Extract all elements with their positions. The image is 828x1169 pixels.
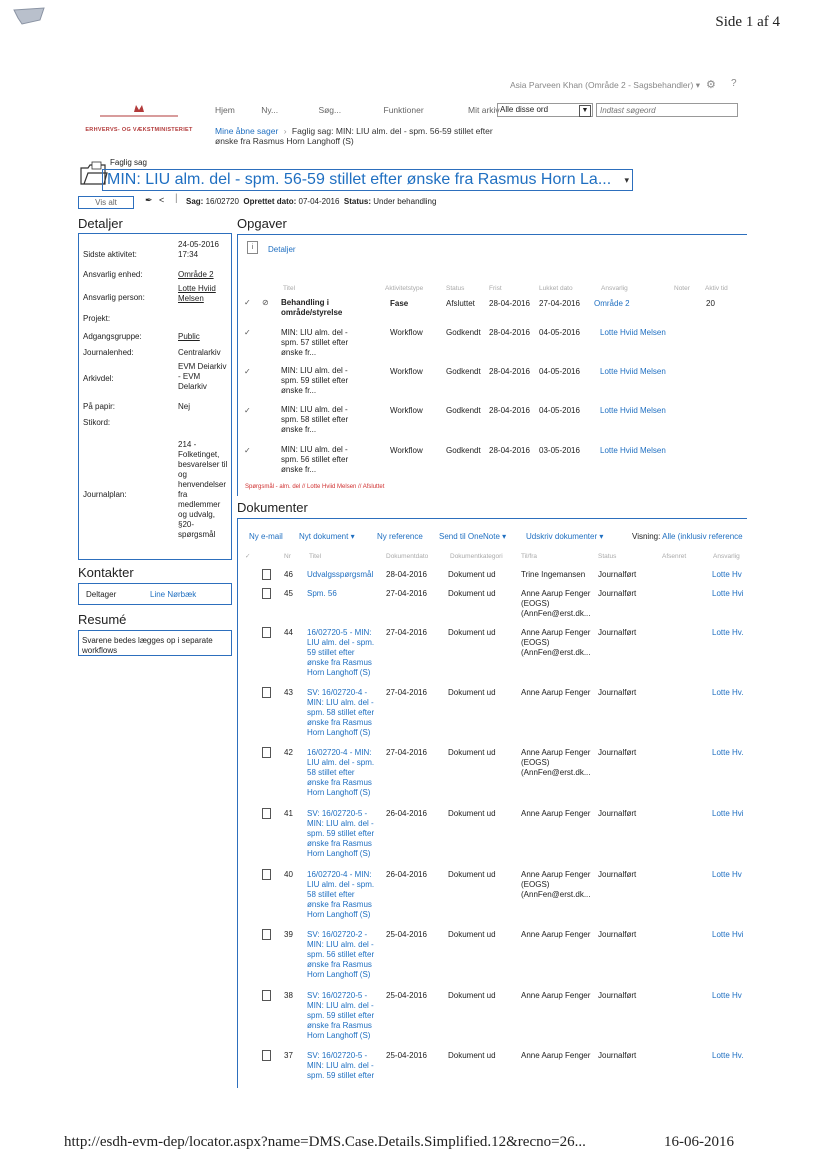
check-icon: ✓ (244, 446, 251, 455)
documents-left-border (237, 518, 238, 1088)
main-nav (215, 105, 500, 115)
document-icon (262, 627, 271, 638)
document-icon (262, 687, 271, 698)
check-icon: ✓ (245, 553, 251, 560)
task-title[interactable]: Behandling i område/styrelse (281, 298, 343, 317)
doc-title[interactable]: 16/02720-4 - MIN: LIU alm. del - spm. 58 stillet efter ønske fra Rasmus Horn Langhoff (S) (307, 748, 375, 797)
detail-journal-unit: Centralarkiv (178, 348, 221, 357)
task-responsible[interactable]: Lotte Hviid Melsen (600, 328, 666, 337)
doc-responsible[interactable]: Lotte Hv. (712, 1051, 744, 1060)
doc-party: Anne Aarup Fenger (521, 930, 591, 939)
chevron-down-icon: ▾ (599, 532, 604, 541)
ministry-logo: ERHVERVS- OG VÆKSTMINISTERIET (80, 100, 198, 133)
document-icon (262, 990, 271, 1001)
footer-date: 16-06-2016 (664, 1134, 734, 1150)
doc-category: Dokument ud (448, 809, 496, 818)
detail-unit[interactable]: Område 2 (178, 270, 214, 279)
task-deadline: 28-04-2016 (489, 406, 530, 415)
doc-responsible[interactable]: Lotte Hvi (712, 589, 744, 598)
doc-date: 27-04-2016 (386, 628, 427, 637)
doc-title[interactable]: Spm. 56 (307, 589, 337, 598)
doc-date: 27-04-2016 (386, 688, 427, 697)
document-icon (262, 929, 271, 940)
doc-category: Dokument ud (448, 688, 496, 697)
task-title[interactable]: MIN: LIU alm. del - spm. 57 stillet efter ønske fr... (281, 328, 349, 357)
scanner-tab-icon (12, 6, 48, 28)
details-panel: Sidste aktivitet: 24-05-2016 17:34 Ansvarlig enhed: Område 2 Ansvarlig person: Lotte Hviid Melsen Projekt: Adgangsgruppe: Public Journalenhed: Centralarkiv Arkivdel: EVM Deiarkiv - EVM Delarkiv På papir: Nej Stikord: Journalplan: 214 - Folketinget, besvarelser til og henvendelser fra medlemmer og udvalg, §20-spørgsmål (78, 233, 232, 560)
send-onenote-button[interactable]: Send til OneNote ▾ (439, 532, 507, 541)
doc-number: 41 (284, 809, 293, 818)
doc-title[interactable]: SV: 16/02720-5 - MIN: LIU alm. del - spm. 59 stillet efter (307, 1051, 375, 1080)
nav-archive[interactable]: Mit arkiv (468, 105, 500, 115)
doc-category: Dokument ud (448, 628, 496, 637)
breadcrumb: Mine åbne sager › Faglig sag: MIN: LIU alm. del - spm. 56-59 stillet efter ønske fra Rasmus Horn Langhoff (S) (215, 126, 493, 146)
doc-number: 37 (284, 1051, 293, 1060)
crown-icon (80, 100, 198, 122)
task-deadline: 28-04-2016 (489, 367, 530, 376)
help-icon[interactable]: ? (731, 78, 737, 89)
breadcrumb-current: Faglig sag: MIN: LIU alm. del - spm. 56-59 stillet efter ønske fra Rasmus Horn Langhoff (S) (215, 126, 493, 146)
doc-title[interactable]: SV: 16/02720-4 - MIN: LIU alm. del - spm. 58 stillet efter ønske fra Rasmus Horn Langhoff (S) (307, 688, 375, 737)
contact-role: Deltager (86, 590, 117, 599)
case-type-label: Faglig sag (110, 158, 147, 167)
paperclip-icon: ⊘ (262, 298, 269, 307)
task-deadline: 28-04-2016 (489, 328, 530, 337)
nav-new[interactable]: Ny... (261, 105, 279, 115)
task-type: Fase (390, 299, 409, 308)
task-responsible[interactable]: Lotte Hviid Melsen (600, 446, 666, 455)
detail-access-group[interactable]: Public (178, 332, 200, 341)
doc-number: 46 (284, 570, 293, 579)
check-icon: ✓ (244, 328, 251, 337)
new-document-button[interactable]: Nyt dokument ▾ (299, 532, 355, 541)
detail-journal-plan: 214 - Folketinget, besvarelser til og henvendelser fra medlemmer og udvalg, §20-spørgsmål (178, 440, 228, 539)
doc-status: Journalført (598, 870, 637, 879)
case-created: 07-04-2016 (298, 197, 340, 206)
doc-date: 26-04-2016 (386, 809, 427, 818)
task-status: Godkendt (446, 406, 481, 415)
share-icon[interactable]: < (159, 195, 165, 205)
task-type: Workflow (390, 328, 423, 337)
detail-last-activity: 24-05-2016 17:34 (178, 240, 219, 259)
task-responsible[interactable]: Område 2 (594, 299, 630, 308)
case-meta: Sag: 16/02720 Oprettet dato: 07-04-2016 Status: Under behandling (186, 197, 437, 206)
doc-responsible[interactable]: Lotte Hv (712, 870, 742, 879)
task-status: Godkendt (446, 367, 481, 376)
tasks-divider (237, 234, 747, 235)
chevron-down-icon: ▼ (579, 105, 591, 117)
doc-title[interactable]: Udvalgsspørgsmål (307, 570, 374, 579)
task-closed: 04-05-2016 (539, 328, 580, 337)
doc-title[interactable]: SV: 16/02720-2 - MIN: LIU alm. del - spm. 56 stillet efter ønske fra Rasmus Horn Langhoff (S) (307, 930, 375, 979)
task-status: Godkendt (446, 328, 481, 337)
doc-date: 25-04-2016 (386, 930, 427, 939)
check-icon: ✓ (244, 367, 251, 376)
document-icon (262, 869, 271, 880)
task-closed: 04-05-2016 (539, 406, 580, 415)
doc-category: Dokument ud (448, 930, 496, 939)
pin-icon[interactable]: ✒ (145, 195, 153, 205)
tasks-heading: Opgaver (237, 216, 287, 231)
resume-text: Svarene bedes lægges op i separate workflows (82, 636, 213, 655)
detail-on-paper: Nej (178, 402, 191, 411)
doc-category: Dokument ud (448, 870, 496, 879)
contacts-heading: Kontakter (78, 565, 134, 580)
doc-title[interactable]: 16/02720-5 - MIN: LIU alm. del - spm. 59 stillet efter ønske fra Rasmus Horn Langhoff (S) (307, 628, 375, 677)
documents-divider (237, 518, 747, 519)
doc-status: Journalført (598, 930, 637, 939)
doc-status: Journalført (598, 1051, 637, 1060)
task-title[interactable]: MIN: LIU alm. del - spm. 59 stillet efter ønske fr... (281, 366, 349, 395)
doc-number: 45 (284, 589, 293, 598)
doc-number: 43 (284, 688, 293, 697)
doc-category: Dokument ud (448, 570, 496, 579)
new-email-button[interactable]: Ny e-mail (249, 532, 283, 541)
task-responsible[interactable]: Lotte Hviid Melsen (600, 406, 666, 415)
document-icon (262, 569, 271, 580)
chevron-down-icon: ▾ (350, 532, 355, 541)
doc-party: Anne Aarup Fenger (521, 1051, 591, 1060)
doc-status: Journalført (598, 809, 637, 818)
check-icon: ✓ (244, 406, 251, 415)
case-status: Under behandling (373, 197, 437, 206)
doc-party: Anne Aarup Fenger (EOGS) (AnnFen@erst.dk... (521, 628, 591, 657)
doc-date: 27-04-2016 (386, 748, 427, 757)
resume-heading: Resumé (78, 612, 127, 627)
doc-category: Dokument ud (448, 991, 496, 1000)
task-deadline: 28-04-2016 (489, 299, 530, 308)
task-closed: 27-04-2016 (539, 299, 580, 308)
tasks-group-footer: Spørgsmål - alm. del // Lotte Hviid Melsen // Afsluttet (245, 484, 385, 490)
doc-status: Journalført (598, 991, 637, 1000)
details-icon[interactable]: i (247, 241, 258, 254)
doc-party: Anne Aarup Fenger (EOGS) (AnnFen@erst.dk... (521, 870, 591, 899)
details-heading: Detaljer (78, 216, 123, 231)
task-status: Godkendt (446, 446, 481, 455)
detail-archive-part: EVM Deiarkiv - EVM Delarkiv (178, 362, 227, 391)
task-title[interactable]: MIN: LIU alm. del - spm. 58 stillet efter ønske fr... (281, 405, 349, 434)
task-status: Afsluttet (446, 299, 475, 308)
doc-status: Journalført (598, 570, 637, 579)
divider: | (175, 193, 178, 204)
doc-category: Dokument ud (448, 589, 496, 598)
doc-status: Journalført (598, 628, 637, 637)
tasks-left-border (237, 234, 238, 496)
chevron-down-icon: ▾ (502, 532, 507, 541)
nav-functions[interactable]: Funktioner (383, 105, 424, 115)
task-title[interactable]: MIN: LIU alm. del - spm. 56 stillet efter ønske fr... (281, 445, 349, 474)
breadcrumb-root[interactable]: Mine åbne sager (215, 126, 279, 136)
doc-date: 27-04-2016 (386, 589, 427, 598)
task-type: Workflow (390, 446, 423, 455)
document-icon (262, 808, 271, 819)
doc-date: 25-04-2016 (386, 1051, 427, 1060)
doc-party: Anne Aarup Fenger (521, 688, 591, 697)
resume-panel (78, 630, 232, 656)
contact-name[interactable]: Line Nørbæk (150, 590, 197, 599)
task-responsible[interactable]: Lotte Hviid Melsen (600, 367, 666, 376)
nav-home[interactable]: Hjem (215, 105, 235, 115)
doc-status: Journalført (598, 748, 637, 757)
task-type: Workflow (390, 406, 423, 415)
case-number: 16/02720 (205, 197, 239, 206)
doc-number: 40 (284, 870, 293, 879)
nav-search[interactable]: Søg... (318, 105, 342, 115)
doc-status: Journalført (598, 589, 637, 598)
show-all-button[interactable]: Vis alt (78, 196, 134, 209)
doc-party: Anne Aarup Fenger (EOGS) (AnnFen@erst.dk... (521, 589, 591, 618)
task-closed: 03-05-2016 (539, 446, 580, 455)
case-title[interactable]: MIN: LIU alm. del - spm. 56-59 stillet efter ønske fra Rasmus Horn La... ▾ (102, 169, 633, 191)
new-reference-button[interactable]: Ny reference (377, 532, 423, 541)
doc-title[interactable]: SV: 16/02720-5 - MIN: LIU alm. del - spm. 59 stillet efter ønske fra Rasmus Horn Langhoff (S) (307, 809, 375, 858)
footer-url: http://esdh-evm-dep/locator.aspx?name=DMS.Case.Details.Simplified.12&recno=26... (64, 1134, 586, 1150)
doc-category: Dokument ud (448, 1051, 496, 1060)
task-deadline: 28-04-2016 (489, 446, 530, 455)
doc-number: 39 (284, 930, 293, 939)
documents-heading: Dokumenter (237, 500, 308, 515)
doc-date: 26-04-2016 (386, 870, 427, 879)
user-name: Asia Parveen Khan (Område 2 - Sagsbehandler) (510, 80, 694, 90)
doc-party: Anne Aarup Fenger (521, 809, 591, 818)
task-closed: 04-05-2016 (539, 367, 580, 376)
doc-title[interactable]: SV: 16/02720-5 - MIN: LIU alm. del - spm. 59 stillet efter ønske fra Rasmus Horn Langhoff (S) (307, 991, 375, 1040)
doc-party: Trine Ingemansen (521, 570, 586, 579)
doc-responsible[interactable]: Lotte Hvi (712, 930, 744, 939)
doc-responsible[interactable]: Lotte Hv (712, 570, 742, 579)
task-type: Workflow (390, 367, 423, 376)
doc-party: Anne Aarup Fenger (521, 991, 591, 1000)
search-scope-select[interactable]: Alle disse ord ▼ (497, 103, 593, 117)
view-selector[interactable]: Visning: Alle (inklusiv reference (632, 532, 743, 541)
doc-date: 28-04-2016 (386, 570, 427, 579)
doc-responsible[interactable]: Lotte Hv. (712, 748, 744, 757)
doc-responsible[interactable]: Lotte Hv (712, 991, 742, 1000)
tasks-details-link[interactable]: Detaljer (268, 245, 296, 254)
detail-person[interactable]: Lotte Hviid Melsen (178, 284, 216, 303)
doc-date: 25-04-2016 (386, 991, 427, 1000)
doc-status: Journalført (598, 688, 637, 697)
contacts-panel (78, 583, 232, 605)
page-number: Side 1 af 4 (715, 14, 780, 30)
doc-title[interactable]: 16/02720-4 - MIN: LIU alm. del - spm. 58 stillet efter ønske fra Rasmus Horn Langhoff (S) (307, 870, 375, 919)
doc-number: 44 (284, 628, 293, 637)
chevron-down-icon[interactable]: ▾ (624, 175, 629, 185)
document-icon (262, 747, 271, 758)
doc-responsible[interactable]: Lotte Hv. (712, 628, 744, 637)
gear-icon[interactable]: ⚙ (706, 79, 716, 91)
doc-responsible[interactable]: Lotte Hvi (712, 809, 744, 818)
doc-category: Dokument ud (448, 748, 496, 757)
search-input[interactable] (596, 103, 738, 117)
document-icon (262, 588, 271, 599)
task-active-time: 20 (706, 299, 715, 308)
doc-number: 42 (284, 748, 293, 757)
doc-number: 38 (284, 991, 293, 1000)
document-icon (262, 1050, 271, 1061)
check-icon: ✓ (244, 298, 251, 307)
print-documents-button[interactable]: Udskriv dokumenter ▾ (526, 532, 604, 541)
doc-responsible[interactable]: Lotte Hv. (712, 688, 744, 697)
doc-party: Anne Aarup Fenger (EOGS) (AnnFen@erst.dk... (521, 748, 591, 777)
user-menu[interactable]: Asia Parveen Khan (Område 2 - Sagsbehandler) ▾ (510, 80, 700, 90)
